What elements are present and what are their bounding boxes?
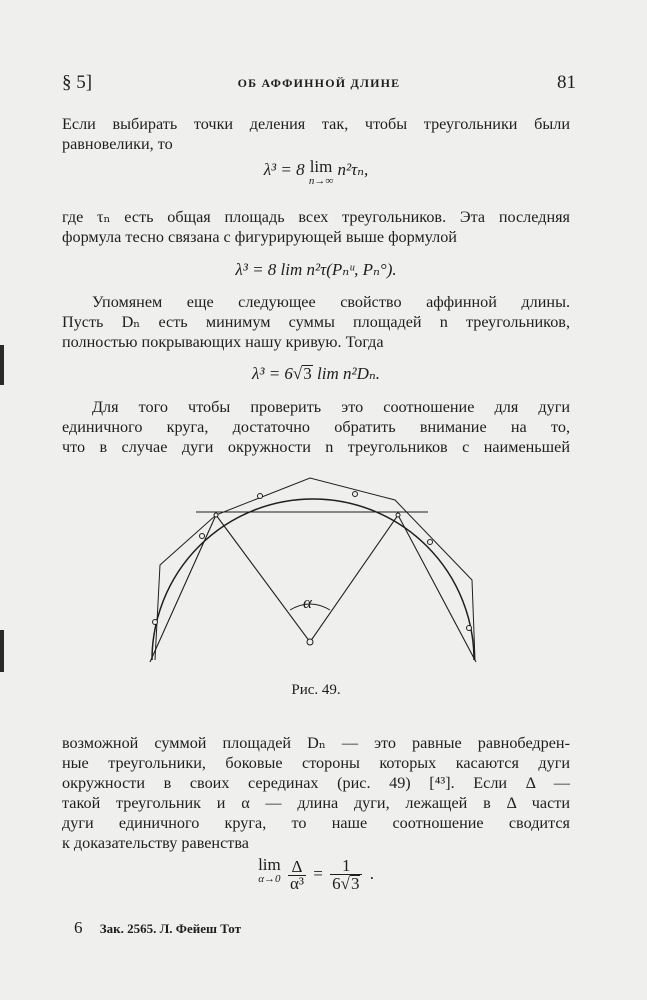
paragraph-2: [62, 207, 570, 247]
isosceles-triangles: [150, 515, 476, 662]
text-line: где τₙ есть общая площадь всех треугольников. Эта последняя: [62, 208, 570, 226]
paragraph-4: [62, 397, 570, 457]
text-line: равновелики, то: [62, 135, 173, 153]
figure-49-diagram: [140, 470, 490, 680]
text-line: Если выбирать точки деления так, чтобы треугольники были: [62, 115, 570, 133]
text-line: Упомянем еще следующее свойство аффинной длины.: [92, 293, 570, 311]
text-line: ные треугольники, боковые стороны которых касаются дуги: [62, 754, 570, 772]
lim-subscript: n→∞: [308, 175, 334, 187]
angle-label: α: [303, 593, 312, 612]
fraction-left: [288, 856, 306, 893]
vertex-point: [214, 513, 218, 517]
formula-lhs: λ³ = 6: [251, 364, 293, 383]
limit-operator: [258, 855, 281, 886]
print-order-text: Зак. 2565. Л. Фейеш Тот: [99, 921, 242, 936]
page-footer: [74, 918, 241, 938]
paragraph-3: [62, 292, 570, 352]
text-line: Для того чтобы проверить это соотношение для дуги: [92, 398, 570, 416]
formula-2: [62, 260, 570, 280]
den-coef: 6: [332, 874, 341, 893]
radicand: 3: [303, 364, 312, 383]
formula-end: .: [369, 863, 374, 883]
tangent-point: [200, 534, 205, 539]
signature-mark: 6: [74, 918, 83, 937]
lim-subscript: α→0: [258, 873, 281, 885]
text-line: к доказательству равенства: [62, 834, 249, 852]
formula-4: [62, 855, 570, 893]
equals-sign: =: [313, 863, 323, 883]
fraction-right: [330, 858, 362, 892]
running-title: ОБ АФФИННОЙ ДЛИНЕ: [237, 76, 401, 90]
text-line: Пусть Dₙ есть минимум суммы площадей n треугольников,: [62, 313, 570, 331]
formula-rhs: n²τₙ,: [337, 160, 369, 179]
tangent-point: [428, 540, 433, 545]
lim-text: lim: [258, 855, 281, 874]
limit-operator: [308, 157, 334, 188]
scan-edge-mark: [0, 345, 4, 385]
formula-lhs: λ³ = 8: [263, 160, 305, 179]
tangent-point: [153, 620, 158, 625]
section-marker: § 5]: [62, 72, 93, 93]
text-line: дуги единичного круга, то наше соотношение сводится: [62, 814, 570, 832]
numerator: Δ: [288, 859, 306, 876]
running-header: [62, 72, 576, 98]
lim-text: lim: [309, 157, 333, 176]
text-line: что в случае дуги окружности n треугольников с наименьшей: [62, 438, 570, 456]
denominator: 6√3: [332, 874, 360, 893]
formula-text: λ³ = 8 lim n²τ(Pₙᵘ, Pₙ°).: [235, 260, 397, 279]
formula-rhs: lim n²Dₙ.: [317, 364, 381, 383]
text-line: единичного круга, достаточно обратить внимание на то,: [62, 418, 570, 436]
tangent-point: [258, 494, 263, 499]
formula-1: [62, 157, 570, 188]
scan-edge-mark: [0, 630, 4, 672]
tangent-point: [353, 492, 358, 497]
paragraph-5: [62, 733, 570, 853]
page-number: 81: [557, 72, 576, 93]
radical-sign: √: [292, 364, 303, 383]
vertex-point: [396, 513, 400, 517]
radicand: 3: [350, 874, 360, 893]
figure-caption: Рис. 49.: [291, 682, 341, 698]
text-line: полностью покрывающих нашу кривую. Тогда: [62, 333, 384, 351]
numerator: 1: [330, 858, 362, 875]
denominator: α³: [289, 873, 304, 893]
text-line: окружности в своих серединах (рис. 49) [⁴³]. Если Δ —: [62, 774, 570, 792]
unit-circle-arc: [152, 499, 474, 660]
formula-3: [62, 364, 570, 384]
text-line: формула тесно связана с фигурирующей выше формулой: [62, 228, 457, 246]
tangent-point: [467, 626, 472, 631]
center-point: [307, 639, 313, 645]
paragraph-1: [62, 114, 570, 154]
text-line: такой треугольник и α — длина дуги, лежащей в Δ части: [62, 794, 570, 812]
text-line: возможной суммой площадей Dₙ — это равные равнобедрен-: [62, 734, 570, 752]
